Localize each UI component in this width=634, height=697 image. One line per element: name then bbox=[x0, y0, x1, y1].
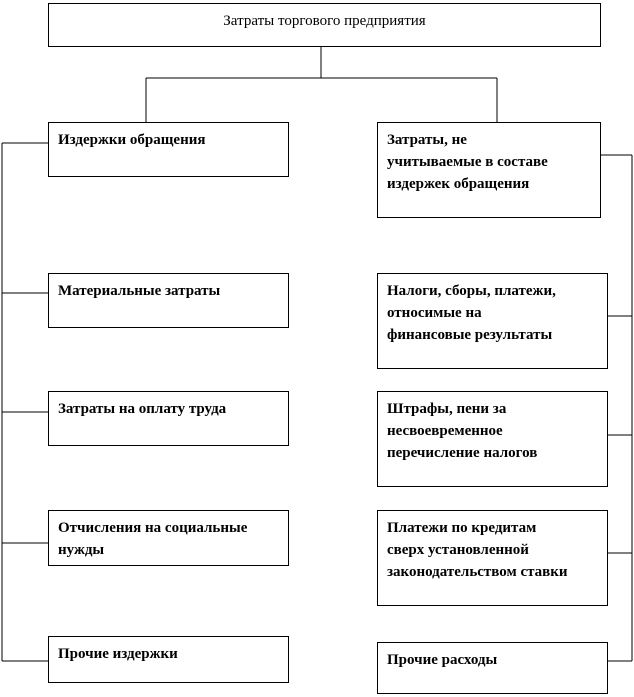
root-title: Затраты торгового предприятия bbox=[223, 13, 426, 29]
right-box-ne-uchityvaemye bbox=[377, 122, 601, 218]
right-box-1-line-0: Налоги, сборы, платежи, bbox=[387, 283, 556, 299]
right-box-nalogi bbox=[377, 273, 608, 369]
left-box-obrashchenie bbox=[48, 122, 289, 177]
root-box bbox=[48, 3, 601, 47]
right-box-2-line-0: Штрафы, пени за bbox=[387, 401, 507, 417]
right-box-prochie-raskhody bbox=[377, 642, 608, 694]
right-box-1-line-2: финансовые результаты bbox=[387, 327, 553, 343]
right-box-2-line-1: несвоевременное bbox=[387, 423, 503, 439]
left-box-2-line-0: Затраты на оплату труда bbox=[58, 401, 227, 417]
left-box-1-line-0: Материальные затраты bbox=[58, 283, 221, 299]
right-box-1-line-1: относимые на bbox=[387, 305, 482, 321]
right-box-3-line-2: законодательством ставки bbox=[387, 564, 568, 580]
left-box-material bbox=[48, 273, 289, 328]
left-box-3-line-1: нужды bbox=[58, 542, 105, 558]
right-box-0-line-0: Затраты, не bbox=[387, 132, 467, 148]
left-box-oplata-truda bbox=[48, 391, 289, 446]
right-box-0-line-2: издержек обращения bbox=[387, 176, 530, 192]
left-box-4-line-0: Прочие издержки bbox=[58, 646, 178, 662]
left-box-prochie bbox=[48, 636, 289, 683]
right-box-3-line-0: Платежи по кредитам bbox=[387, 520, 537, 536]
left-box-3-line-0: Отчисления на социальные bbox=[58, 520, 248, 536]
right-box-0-line-1: учитываемые в составе bbox=[387, 154, 548, 170]
right-box-platezhi bbox=[377, 510, 608, 606]
right-box-2-line-2: перечисление налогов bbox=[387, 445, 538, 461]
left-box-0-line-0: Издержки обращения bbox=[58, 132, 206, 148]
right-box-3-line-1: сверх установленной bbox=[387, 542, 529, 558]
right-box-shtrafy bbox=[377, 391, 608, 487]
right-box-4-line-0: Прочие расходы bbox=[387, 652, 498, 668]
left-box-otchisleniya bbox=[48, 510, 289, 566]
